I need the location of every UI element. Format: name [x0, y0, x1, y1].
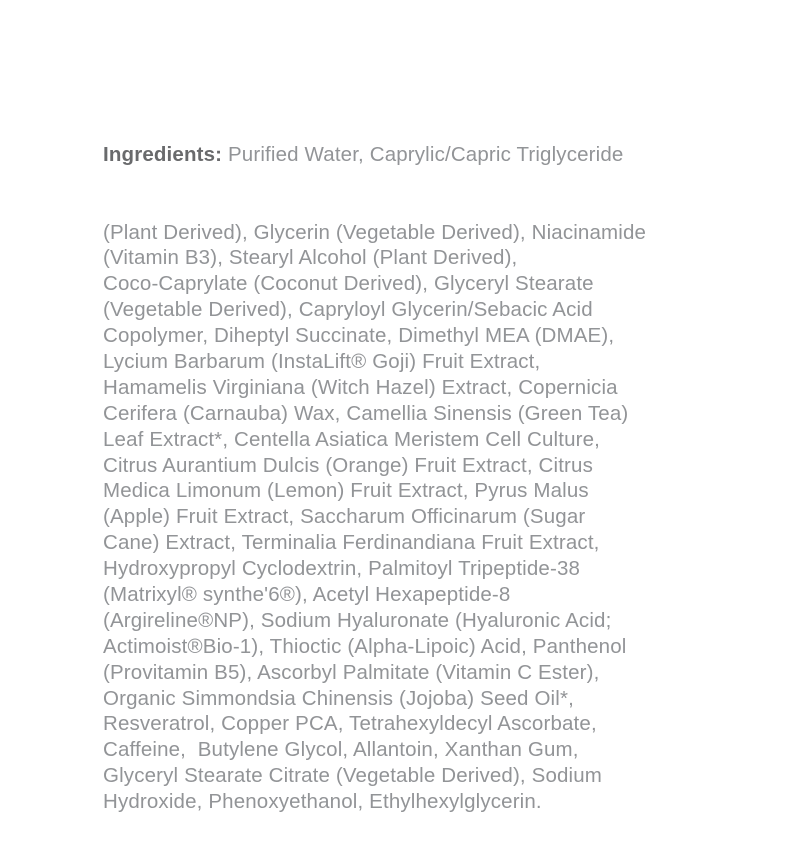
- ingredient-line: [103, 142, 763, 168]
- ingredient-line: (Argireline®NP), Sodium Hyaluronate (Hyaluronic Acid;: [103, 608, 612, 632]
- ingredient-line: (Provitamin B5), Ascorbyl Palmitate (Vitamin C Ester),: [103, 660, 600, 684]
- ingredient-line: Hydroxypropyl Cyclodextrin, Palmitoyl Tripeptide-38: [103, 557, 581, 581]
- ingredient-line: Organic Simmondsia Chinensis (Jojoba) Seed Oil*,: [103, 686, 574, 710]
- ingredients-text-block: [103, 90, 763, 867]
- ingredient-line: (Apple) Fruit Extract, Saccharum Officinarum (Sugar: [103, 505, 586, 529]
- ingredient-line: Coco-Caprylate (Coconut Derived), Glyceryl Stearate: [103, 272, 594, 296]
- ingredient-line: Hamamelis Virginiana (Witch Hazel) Extract, Copernicia: [103, 375, 618, 399]
- ingredient-line: Leaf Extract*, Centella Asiatica Meristem Cell Culture,: [103, 427, 601, 451]
- ingredient-line: (Matrixyl® synthe'6®), Acetyl Hexapeptide-8: [103, 582, 511, 606]
- ingredient-line: (Vitamin B3), Stearyl Alcohol (Plant Derived),: [103, 246, 518, 270]
- ingredient-line-text: Purified Water, Caprylic/Capric Triglyceride: [222, 142, 624, 166]
- ingredient-line: Cerifera (Carnauba) Wax, Camellia Sinensis (Green Tea): [103, 401, 629, 425]
- ingredient-line: Lycium Barbarum (InstaLift® Goji) Fruit Extract,: [103, 349, 541, 373]
- ingredient-line: Resveratrol, Copper PCA, Tetrahexyldecyl Ascorbate,: [103, 712, 597, 736]
- ingredient-line: Glyceryl Stearate Citrate (Vegetable Derived), Sodium: [103, 764, 603, 788]
- ingredient-lines-container: [103, 220, 763, 815]
- ingredient-line: (Vegetable Derived), Capryloyl Glycerin/Sebacic Acid: [103, 298, 593, 322]
- ingredient-line: Hydroxide, Phenoxyethanol, Ethylhexylglycerin.: [103, 790, 542, 814]
- ingredient-line: Cane) Extract, Terminalia Ferdinandiana Fruit Extract,: [103, 531, 600, 555]
- ingredient-line: Medica Limonum (Lemon) Fruit Extract, Pyrus Malus: [103, 479, 589, 503]
- ingredient-line: Copolymer, Diheptyl Succinate, Dimethyl MEA (DMAE),: [103, 324, 615, 348]
- ingredient-line: Citrus Aurantium Dulcis (Orange) Fruit Extract, Citrus: [103, 453, 593, 477]
- ingredient-line: Actimoist®Bio-1), Thioctic (Alpha-Lipoic) Acid, Panthenol: [103, 634, 627, 658]
- ingredients-label: Ingredients:: [103, 142, 223, 166]
- ingredient-line: Caffeine, Butylene Glycol, Allantoin, Xanthan Gum,: [103, 738, 579, 762]
- ingredient-line: (Plant Derived), Glycerin (Vegetable Derived), Niacinamide: [103, 220, 647, 244]
